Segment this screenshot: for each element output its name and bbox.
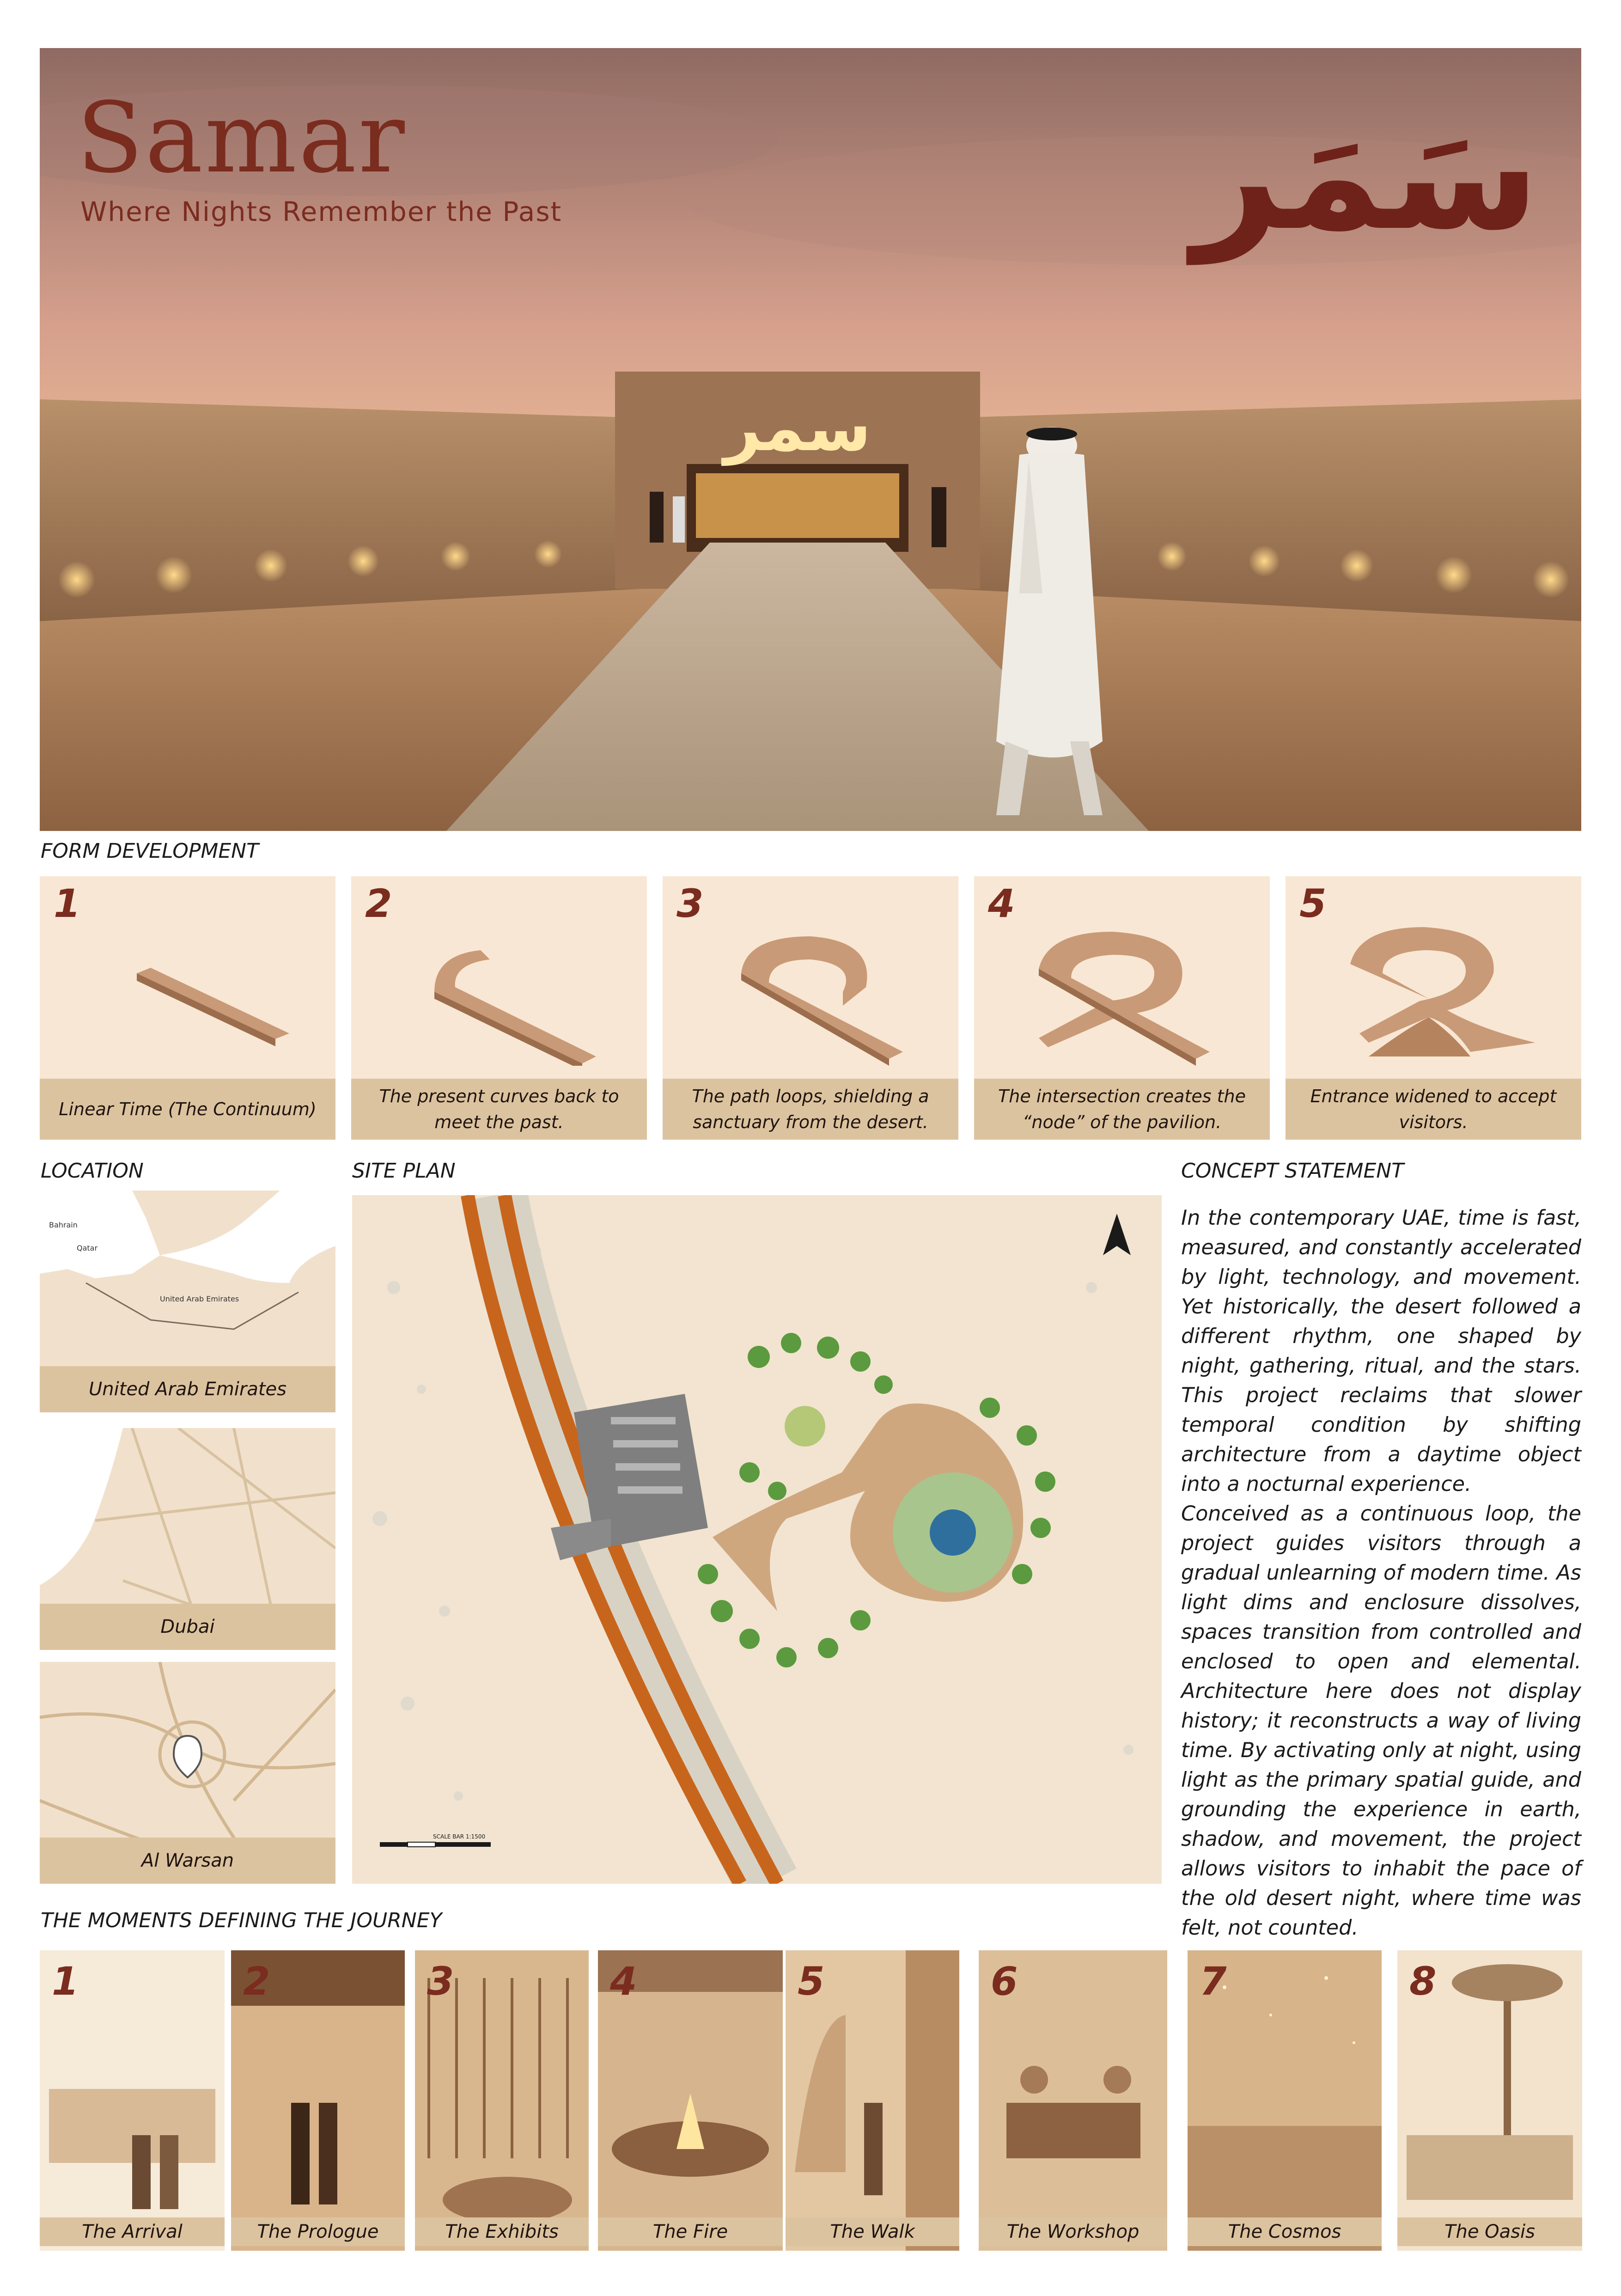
moment-card bbox=[40, 1950, 225, 2251]
concept-statement bbox=[1181, 1203, 1581, 1943]
moment-number: 3 bbox=[427, 1959, 454, 2004]
step-caption: The intersection creates the “node” of the pavilion. bbox=[974, 1079, 1270, 1140]
moment-number: 1 bbox=[52, 1959, 79, 2004]
moment-caption: The Fire bbox=[598, 2217, 783, 2246]
site-plan-drawing bbox=[352, 1195, 1162, 1884]
moment-caption: The Workshop bbox=[979, 2217, 1167, 2246]
moment-caption: The Cosmos bbox=[1188, 2217, 1382, 2246]
moment-number: 7 bbox=[1200, 1959, 1227, 2004]
project-title: Samar bbox=[77, 81, 407, 195]
form-development-heading: FORM DEVELOPMENT bbox=[41, 839, 259, 863]
map-al-warsan bbox=[40, 1662, 335, 1884]
site-plan-graphic bbox=[352, 1195, 1162, 1884]
concept-paragraph: In the contemporary UAE, time is fast, measured, and constantly accelerated by light, technology, and movement. Yet historically, the desert followed a different rhythm, one shaped by night, gathering, ritual, and the stars. This project reclaims that slower temporal condition by shifting architecture from a daytime object into a nocturnal experience. bbox=[1181, 1206, 1581, 1496]
moment-card bbox=[1188, 1950, 1382, 2251]
form-step-card bbox=[351, 876, 647, 1140]
moment-card bbox=[786, 1950, 959, 2251]
map-dubai bbox=[40, 1428, 335, 1650]
map-caption: Dubai bbox=[40, 1604, 335, 1650]
moment-caption: The Arrival bbox=[40, 2217, 225, 2246]
moment-card bbox=[415, 1950, 589, 2251]
moment-number: 5 bbox=[798, 1959, 825, 2004]
moment-caption: The Prologue bbox=[231, 2217, 405, 2246]
moment-number: 6 bbox=[991, 1959, 1018, 2004]
moment-number: 8 bbox=[1409, 1959, 1437, 2004]
site-plan-heading: SITE PLAN bbox=[352, 1159, 456, 1183]
form-step-diagram bbox=[67, 918, 308, 1066]
location-heading: LOCATION bbox=[41, 1159, 144, 1183]
moments-heading: THE MOMENTS DEFINING THE JOURNEY bbox=[41, 1909, 442, 1932]
form-step-diagram bbox=[379, 918, 619, 1066]
project-subtitle: Where Nights Remember the Past bbox=[80, 196, 562, 227]
map-label-uae: United Arab Emirates bbox=[160, 1295, 239, 1303]
form-step-diagram bbox=[1313, 918, 1554, 1066]
form-step-card bbox=[663, 876, 958, 1140]
arabic-title: سَمَر bbox=[1192, 86, 1540, 264]
step-number: 4 bbox=[988, 881, 1015, 926]
map-label-qatar: Qatar bbox=[77, 1244, 98, 1252]
step-caption: The present curves back to meet the past. bbox=[351, 1079, 647, 1140]
moment-card bbox=[1397, 1950, 1582, 2251]
moment-number: 4 bbox=[610, 1959, 637, 2004]
hero-photo bbox=[40, 48, 1581, 831]
step-number: 5 bbox=[1299, 881, 1327, 926]
moment-card bbox=[979, 1950, 1167, 2251]
form-step-card bbox=[40, 876, 335, 1140]
moment-caption: The Walk bbox=[786, 2217, 959, 2246]
hero-sign-text: سمر bbox=[724, 391, 871, 466]
concept-heading: CONCEPT STATEMENT bbox=[1181, 1159, 1404, 1183]
moment-number: 2 bbox=[243, 1959, 270, 2004]
form-step-diagram bbox=[1002, 918, 1242, 1066]
scale-bar-label: SCALE BAR 1:1500 bbox=[433, 1833, 486, 1840]
moment-caption: The Exhibits bbox=[415, 2217, 589, 2246]
map-label-bahrain: Bahrain bbox=[49, 1221, 78, 1229]
map-caption: United Arab Emirates bbox=[40, 1366, 335, 1412]
step-caption: Linear Time (The Continuum) bbox=[40, 1079, 335, 1140]
step-caption: Entrance widened to accept visitors. bbox=[1286, 1079, 1581, 1140]
form-step-card bbox=[974, 876, 1270, 1140]
moment-card bbox=[231, 1950, 405, 2251]
moment-card bbox=[598, 1950, 783, 2251]
concept-paragraph: Conceived as a continuous loop, the project guides visitors through a gradual unlearning of modern time. As light dims and enclosure dissolves, spaces transition from controlled and enclosed to open and elemental. Architecture here does not display history; it reconstructs a way of living time. By activating only at night, using light as the primary spatial guide, and grounding the experience in earth, shadow, and movement, the project allows visitors to inhabit the pace of the old desert night, where time was felt, not counted. bbox=[1181, 1502, 1581, 1940]
step-number: 2 bbox=[365, 881, 392, 926]
map-caption: Al Warsan bbox=[40, 1838, 335, 1884]
step-number: 3 bbox=[676, 881, 704, 926]
step-caption: The path loops, shielding a sanctuary from the desert. bbox=[663, 1079, 958, 1140]
form-step-diagram bbox=[690, 918, 931, 1066]
map-uae bbox=[40, 1191, 335, 1412]
form-step-card bbox=[1286, 876, 1581, 1140]
moment-caption: The Oasis bbox=[1397, 2217, 1582, 2246]
step-number: 1 bbox=[54, 881, 81, 926]
